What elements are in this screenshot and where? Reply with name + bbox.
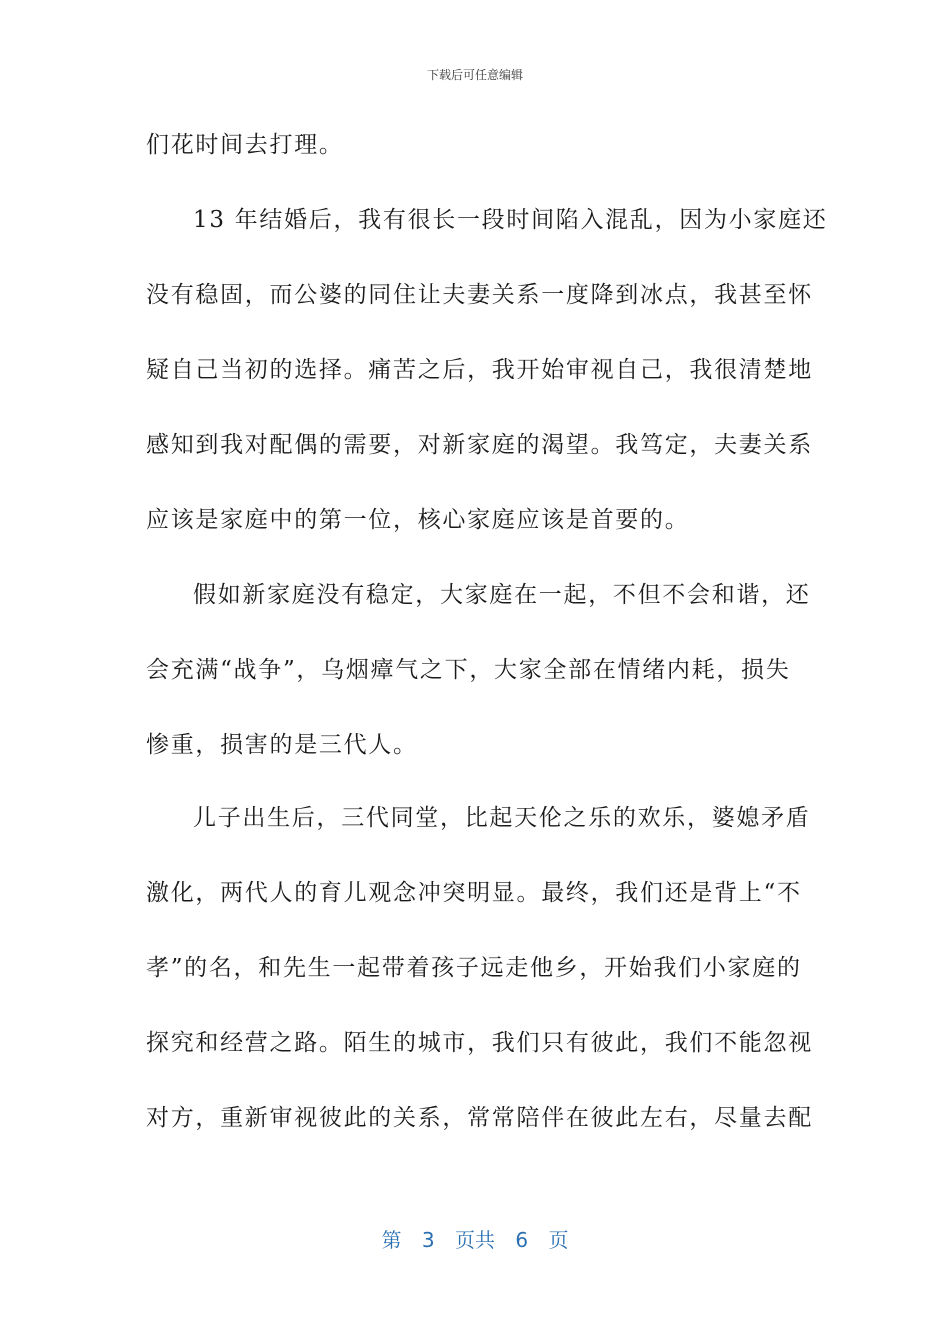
header-note: 下载后可任意编辑 — [426, 68, 523, 82]
body-line: 感知到我对配偶的需要，对新家庭的渴望。我笃定，夫妻关系 — [146, 432, 813, 458]
body-line: 惨重，损害的是三代人。 — [146, 732, 418, 758]
body-line: 孝”的名，和先生一起带着孩子远走他乡，开始我们小家庭的 — [146, 955, 802, 981]
page-footer — [0, 1224, 950, 1253]
body-line: 没有稳固，而公婆的同住让夫妻关系一度降到冰点，我甚至怀 — [146, 282, 813, 308]
body-line: 假如新家庭没有稳定，大家庭在一起，不但不会和谐，还 — [193, 582, 811, 608]
footer-middle: 页共 — [455, 1228, 495, 1252]
footer-current-page: 3 — [421, 1228, 435, 1252]
footer-suffix: 页 — [548, 1228, 569, 1252]
body-line: 探究和经营之路。陌生的城市，我们只有彼此，我们不能忽视 — [146, 1030, 813, 1056]
body-line: 们花时间去打理。 — [146, 132, 344, 158]
footer-prefix: 第 — [381, 1228, 402, 1252]
footer-total-pages: 6 — [515, 1228, 529, 1252]
body-line: 应该是家庭中的第一位，核心家庭应该是首要的。 — [146, 507, 690, 533]
body-line: 激化，两代人的育儿观念冲突明显。最终，我们还是背上“不 — [146, 880, 802, 906]
body-line: 会充满“战争”，乌烟瘴气之下，大家全部在情绪内耗，损失 — [146, 657, 791, 683]
body-line: 对方，重新审视彼此的关系，常常陪伴在彼此左右，尽量去配 — [146, 1105, 813, 1131]
body-line: 疑自己当初的选择。痛苦之后，我开始审视自己，我很清楚地 — [146, 357, 813, 383]
body-line: 儿子出生后，三代同堂，比起天伦之乐的欢乐，婆媳矛盾 — [193, 805, 811, 831]
body-line: 13 年结婚后，我有很长一段时间陷入混乱，因为小家庭还 — [193, 207, 828, 233]
